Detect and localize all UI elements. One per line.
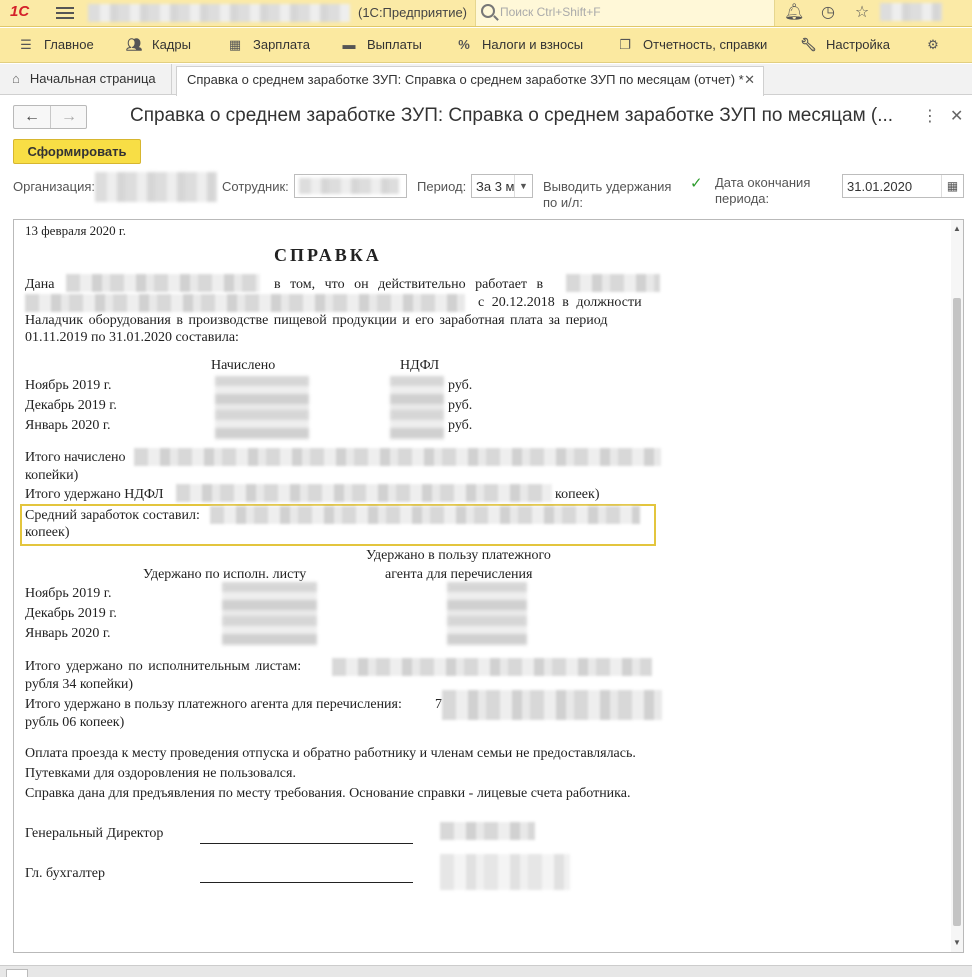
vertical-scrollbar[interactable] — [951, 220, 963, 952]
database-name-redacted — [88, 4, 350, 22]
avg-tail: копеек) — [25, 525, 70, 540]
scroll-up-icon[interactable]: ▲ — [953, 224, 961, 233]
people-icon: 👥︎ — [126, 37, 143, 52]
search-placeholder: Поиск Ctrl+Shift+F — [500, 5, 601, 19]
month-row-2: Ноябрь 2019 г. — [25, 586, 112, 601]
works-text: в том, что он действительно работает в — [274, 277, 544, 292]
exec-values-redacted — [222, 582, 317, 646]
withhold-checkbox[interactable]: ✓ — [690, 175, 703, 192]
since-text: с 20.12.2018 в должности — [478, 295, 642, 310]
scroll-thumb[interactable] — [953, 298, 961, 926]
avg-salary-redacted — [210, 506, 640, 524]
kopecks-text: копейки) — [25, 468, 79, 483]
accrued-values-redacted — [215, 376, 309, 440]
period-label: Период: — [417, 179, 467, 194]
exec-tail: рубля 34 копейки) — [25, 677, 134, 692]
forward-arrow-icon[interactable]: → — [61, 108, 77, 125]
col-agent-1: Удержано в пользу платежного — [366, 548, 551, 563]
director-signature-line — [200, 843, 413, 844]
agent-tail: рубль 06 копеек) — [25, 715, 125, 730]
employee-field[interactable] — [294, 174, 407, 198]
month-row: Декабрь 2019 г. — [25, 398, 117, 413]
wallet-icon: ▬ — [342, 37, 356, 52]
note-basis: Справка дана для предъявления по месту требования. Основание справки - лицевые счета работника. — [25, 786, 631, 801]
percent-icon: % — [458, 37, 470, 52]
history-icon[interactable]: ◷ — [821, 4, 835, 21]
total-accrued-redacted — [134, 448, 661, 466]
menu-item-reports[interactable]: ❐ Отчетность, справки — [617, 37, 767, 55]
search-input[interactable] — [475, 0, 775, 26]
employee-name-redacted — [66, 274, 260, 292]
total-agent: Итого удержано в пользу платежного агента для перечисления: — [25, 697, 402, 712]
col-accrued: Начислено — [211, 358, 276, 373]
nav-buttons — [13, 105, 87, 129]
period-select[interactable]: За 3 м ▼ — [471, 174, 533, 198]
total-exec-redacted — [332, 658, 652, 676]
col-exec-list: Удержано по исполн. листу — [143, 567, 307, 582]
position-text: Наладчик оборудования в производстве пищевой продукции и его заработная плата за период — [25, 313, 608, 328]
chevron-down-icon[interactable]: ▼ — [514, 175, 532, 197]
enddate-label-1: Дата окончания — [715, 175, 811, 190]
wrench-icon: 🔧︎ — [800, 37, 817, 52]
status-bar — [0, 965, 972, 977]
close-icon[interactable]: ✕ — [950, 108, 964, 125]
accountant-title: Гл. бухгалтер — [25, 866, 106, 881]
withhold-label-2: по и/л: — [543, 195, 583, 210]
user-name-redacted[interactable] — [880, 3, 942, 21]
menu-item-salary[interactable]: ▦ Зарплата — [228, 37, 310, 52]
org-name-redacted — [566, 274, 660, 292]
report-heading: СПРАВКА — [274, 245, 382, 265]
home-icon: ⌂ — [12, 71, 20, 86]
col-ndfl: НДФЛ — [400, 358, 440, 373]
currency-label: руб. — [448, 378, 473, 393]
note-travel: Оплата проезда к месту проведения отпуска и обратно работнику и членам семьи не предоставлялась. — [25, 746, 636, 761]
total-exec: Итого удержано по исполнительным листам: — [25, 659, 302, 674]
accountant-signature-line — [200, 882, 413, 883]
month-row: Ноябрь 2019 г. — [25, 378, 112, 393]
withhold-label-1: Выводить удержания — [543, 179, 672, 194]
avg-salary: Средний заработок составил: — [25, 508, 200, 523]
month-row: Январь 2020 г. — [25, 418, 111, 433]
menu-item-payments[interactable]: ▬ Выплаты — [342, 37, 422, 52]
agent-digit: 7 — [435, 697, 442, 712]
more-options-icon[interactable]: ⋮ — [922, 108, 938, 125]
month-row-2: Декабрь 2019 г. — [25, 606, 117, 621]
menu-icon: ☰ — [20, 37, 32, 52]
note-vouchers: Путевками для оздоровления не пользовался. — [25, 766, 296, 781]
currency-label: руб. — [448, 398, 473, 413]
page-title: Справка о среднем заработке ЗУП: Справка о среднем заработке ЗУП по месяцам (... — [130, 105, 894, 126]
menu-item-main[interactable]: ☰ Главное — [18, 37, 94, 55]
gear-icon[interactable]: ⚙ — [927, 37, 939, 52]
agent-values-redacted — [447, 582, 527, 646]
hamburger-menu-icon[interactable] — [56, 5, 74, 21]
calculator-icon: ▦ — [228, 37, 242, 52]
total-accrued: Итого начислено — [25, 450, 126, 465]
calendar-icon[interactable]: ▦ — [941, 175, 963, 197]
menu-item-staff[interactable]: 👥︎ Кадры — [126, 37, 191, 52]
search-icon — [481, 4, 495, 18]
period-text: 01.11.2019 по 31.01.2020 составила: — [25, 330, 239, 345]
director-title: Генеральный Директор — [25, 826, 164, 841]
app-name-suffix: (1С:Предприятие) — [358, 5, 468, 20]
accountant-name-redacted — [440, 854, 570, 890]
total-agent-redacted — [442, 690, 662, 720]
col-agent-2: агента для перечисления — [385, 567, 533, 582]
report-icon: ❐ — [619, 37, 631, 52]
org-field-redacted[interactable] — [95, 172, 217, 202]
director-name-redacted — [440, 822, 535, 840]
total-ndfl: Итого удержано НДФЛ — [25, 487, 164, 502]
given-to-text: Дана — [25, 277, 55, 292]
generate-button[interactable]: Сформировать — [13, 139, 141, 164]
ndfl-values-redacted — [390, 376, 444, 440]
menu-item-settings[interactable]: 🔧︎ Настройка — [800, 37, 890, 52]
bell-icon[interactable]: 🔔︎ — [784, 4, 805, 21]
menu-item-taxes[interactable]: % Налоги и взносы — [456, 37, 583, 55]
currency-label: руб. — [448, 418, 473, 433]
star-icon[interactable]: ☆ — [854, 4, 870, 21]
tab-report[interactable]: Справка о среднем заработке ЗУП: Справка о среднем заработке ЗУП по месяцам (отчет) * ✕ — [176, 66, 764, 96]
tab-bar — [0, 64, 972, 95]
ndfl-tail: копеек) — [555, 487, 600, 502]
employee-value-redacted — [299, 178, 399, 194]
org-label: Организация: — [13, 179, 96, 194]
employee-label: Сотрудник: — [222, 179, 289, 194]
report-date: 13 февраля 2020 г. — [25, 223, 127, 238]
org-line-redacted — [25, 294, 465, 312]
report-document[interactable] — [13, 219, 964, 953]
month-row-2: Январь 2020 г. — [25, 626, 111, 641]
enddate-field[interactable]: 31.01.2020 ▦ — [842, 174, 964, 198]
enddate-label-2: периода: — [715, 191, 770, 206]
main-menu-bar — [0, 28, 972, 63]
scroll-down-icon[interactable]: ▼ — [953, 938, 961, 947]
back-arrow-icon[interactable]: ← — [24, 108, 40, 125]
close-tab-icon[interactable]: ✕ — [744, 72, 755, 87]
tab-home[interactable]: ⌂ Начальная страница — [0, 64, 172, 95]
title-bar — [0, 0, 972, 27]
total-ndfl-redacted — [176, 484, 552, 502]
app-logo: 1С — [10, 3, 30, 20]
